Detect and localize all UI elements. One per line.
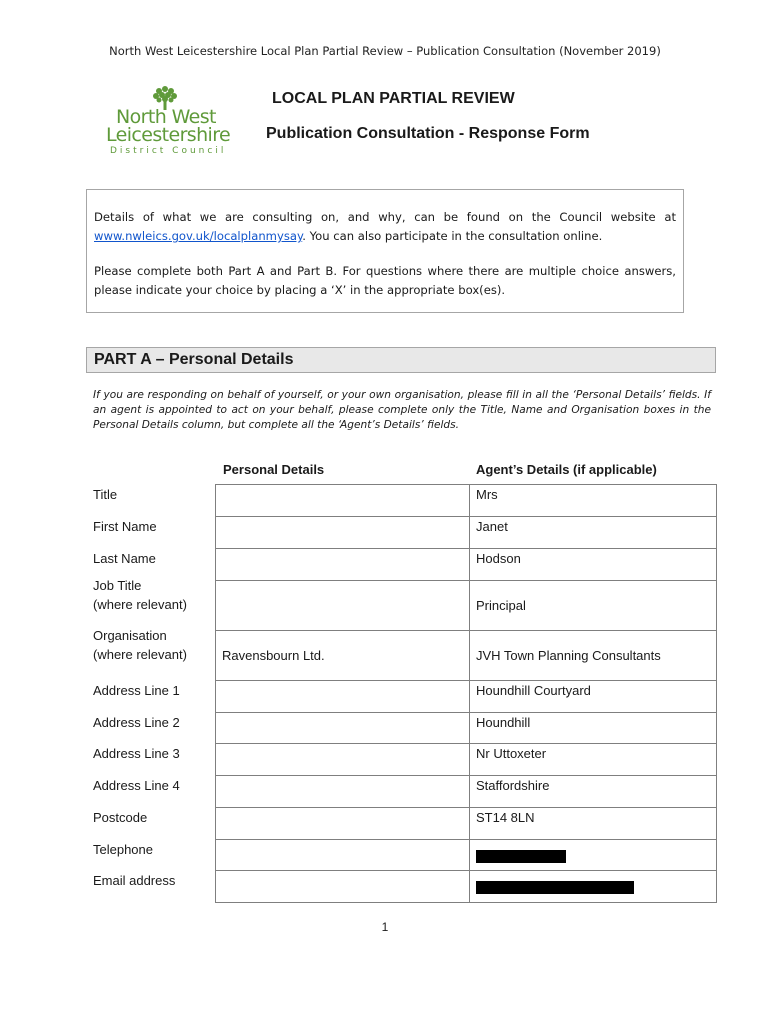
agent-details-field[interactable]: Nr Uttoxeter xyxy=(469,743,717,776)
row-label-text: Address Line 3 xyxy=(93,746,180,761)
row-label xyxy=(93,549,156,568)
personal-details-field[interactable] xyxy=(215,807,470,840)
row-label-text: Address Line 1 xyxy=(93,683,180,698)
agent-details-column-header: Agent’s Details (if applicable) xyxy=(476,462,657,477)
agent-details-field[interactable]: Houndhill Courtyard xyxy=(469,680,717,713)
agent-details-field[interactable]: ST14 8LN xyxy=(469,807,717,840)
row-label xyxy=(93,744,180,763)
document-subtitle: Publication Consultation - Response Form xyxy=(266,125,590,142)
row-label xyxy=(93,840,153,859)
document-title: LOCAL PLAN PARTIAL REVIEW xyxy=(272,90,515,107)
row-label xyxy=(93,681,180,700)
row-label-subtext: (where relevant) xyxy=(93,647,187,662)
redaction-bar xyxy=(476,850,566,863)
agent-details-field[interactable]: Mrs xyxy=(469,484,717,517)
row-label-text: Telephone xyxy=(93,842,153,857)
info-paragraph-2: Please complete both Part A and Part B. For questions where there are multiple choice answers, please indicate your choice by placing a ‘X’ in the appropriate box(es). xyxy=(94,264,676,297)
row-label-text: Title xyxy=(93,487,118,502)
info-box xyxy=(86,189,684,313)
personal-details-field[interactable] xyxy=(215,484,470,517)
personal-details-field[interactable] xyxy=(215,712,470,744)
row-label xyxy=(93,871,175,890)
row-label-text: Organisation xyxy=(93,628,167,643)
running-header: North West Leicestershire Local Plan Partial Review – Publication Consultation (November 2019) xyxy=(109,44,661,58)
agent-details-field[interactable]: Principal xyxy=(469,580,717,631)
agent-details-field[interactable]: Houndhill xyxy=(469,712,717,744)
info-text: Details of what we are consulting on, and why, can be found on the Council website at xyxy=(94,210,676,224)
page-number: 1 xyxy=(381,920,389,934)
info-paragraph-1 xyxy=(94,208,676,246)
personal-details-field[interactable] xyxy=(215,580,470,631)
part-a-heading: PART A – Personal Details xyxy=(86,347,716,373)
row-label-text: Last Name xyxy=(93,551,156,566)
logo-line-1: North West xyxy=(116,106,216,128)
row-label xyxy=(93,776,180,795)
personal-details-field[interactable] xyxy=(215,516,470,549)
logo-line-3: District Council xyxy=(110,146,227,156)
personal-details-field[interactable] xyxy=(215,839,470,871)
row-label-text: Address Line 2 xyxy=(93,715,180,730)
personal-details-field[interactable] xyxy=(215,743,470,776)
row-label-text: Postcode xyxy=(93,810,148,825)
agent-details-field[interactable]: Hodson xyxy=(469,548,717,581)
personal-details-column-header: Personal Details xyxy=(223,462,325,477)
row-label xyxy=(93,626,187,664)
row-label-text: First Name xyxy=(93,519,157,534)
council-website-link[interactable]: www.nwleics.gov.uk/localplanmysay xyxy=(94,229,303,243)
agent-details-field[interactable]: JVH Town Planning Consultants xyxy=(469,630,717,681)
row-label xyxy=(93,713,180,732)
row-label-text: Email address xyxy=(93,873,176,888)
agent-details-field[interactable] xyxy=(469,839,717,871)
row-label-text: Job Title xyxy=(93,578,142,593)
agent-details-field[interactable]: Staffordshire xyxy=(469,775,717,808)
agent-details-field[interactable]: Janet xyxy=(469,516,717,549)
redaction-bar xyxy=(476,881,634,894)
agent-details-field[interactable] xyxy=(469,870,717,903)
part-a-intro: If you are responding on behalf of yourself, or your own organisation, please fill in all the ‘Personal Details’ fields. If an agent is appointed to act on your behalf, please complete only the Title, Name and Organisation boxes in the Personal Details column, but complete all the ‘Agent’s Details’ fields. xyxy=(93,389,711,431)
row-label-subtext: (where relevant) xyxy=(93,597,187,612)
row-label xyxy=(93,808,147,827)
personal-details-field[interactable] xyxy=(215,680,470,713)
row-label xyxy=(93,517,157,536)
row-label-text: Address Line 4 xyxy=(93,778,180,793)
personal-details-field[interactable] xyxy=(215,775,470,808)
row-label xyxy=(93,576,187,614)
logo-line-2: Leicestershire xyxy=(106,124,231,146)
personal-details-field[interactable] xyxy=(215,870,470,903)
council-logo xyxy=(104,84,246,156)
personal-details-field[interactable] xyxy=(215,548,470,581)
personal-details-field[interactable]: Ravensbourn Ltd. xyxy=(215,630,470,681)
info-text: . You can also participate in the consultation online. xyxy=(302,229,603,243)
row-label xyxy=(93,485,117,504)
